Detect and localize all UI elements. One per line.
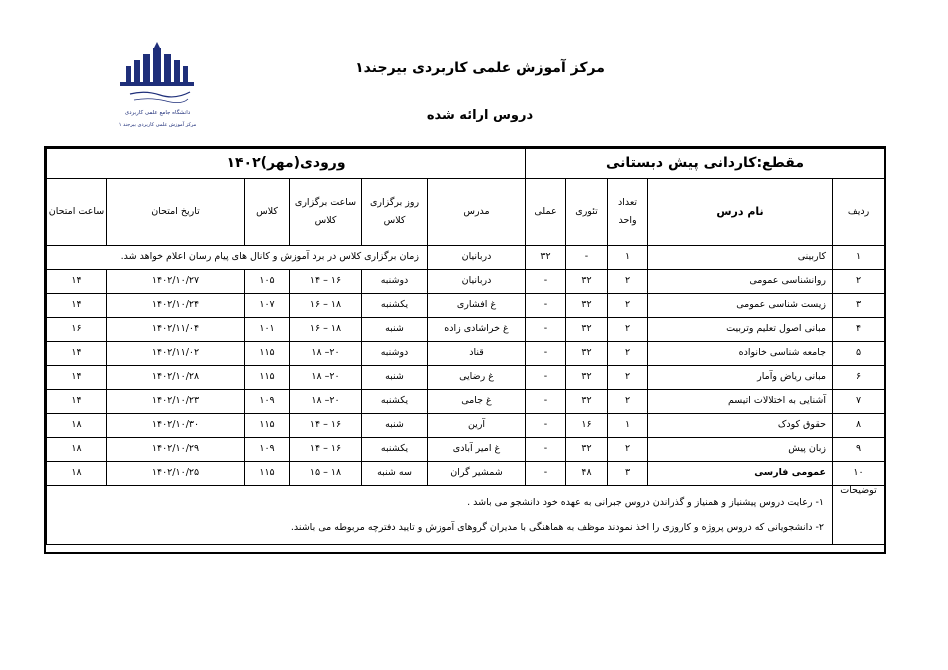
cell-units: ۲ (608, 390, 648, 414)
cell-time: ۱۶ – ۱۴ (290, 438, 362, 462)
cell-row: ۲ (833, 270, 885, 294)
table-row (47, 294, 885, 318)
cell-instructor: دربانیان (428, 270, 526, 294)
cell-instructor: شمشیر گران (428, 462, 526, 486)
note-line-2: ۲- دانشجویانی که دروس پروژه و کاروزی را اخذ نمودند موظف به هماهنگی با مدیران گروهای آموزش و تایید دفترچه مربوطه می باشند. (290, 521, 825, 533)
cell-exam-date: ۱۴۰۲/۱۰/۲۵ (107, 462, 245, 486)
cell-units: ۱ (608, 414, 648, 438)
cell-row: ۶ (833, 366, 885, 390)
cell-instructor: آرین (428, 414, 526, 438)
program-intake: ورودی(مهر)۱۴۰۲ (47, 149, 526, 179)
cell-units: ۲ (608, 342, 648, 366)
institution-logo (110, 40, 205, 140)
program-header-row (47, 149, 885, 179)
cell-exam-date: ۱۴۰۲/۱۰/۲۷ (107, 270, 245, 294)
logo-caption-line-1: دانشگاه جامع علمی کاربردی (124, 110, 191, 116)
cell-practical: - (526, 390, 566, 414)
cell-instructor: غ افشاری (428, 294, 526, 318)
cell-class: ۱۰۷ (245, 294, 290, 318)
cell-instructor: غ امیر آبادی (428, 438, 526, 462)
course-rows (47, 270, 885, 486)
table-row (47, 438, 885, 462)
cell-exam-date: ۱۴۰۲/۱۰/۲۹ (107, 438, 245, 462)
cell-units: ۲ (608, 366, 648, 390)
cell-course-name: مبانی ریاض وآمار (648, 366, 833, 390)
cell-practical: - (526, 318, 566, 342)
col-row: ردیف (833, 179, 885, 246)
col-instructor: مدرس (428, 179, 526, 246)
notes-label: توضیحات (833, 486, 885, 545)
cell-time: ۲۰– ۱۸ (290, 366, 362, 390)
cell-time: ۱۶ – ۱۴ (290, 414, 362, 438)
cell-exam-date: ۱۴۰۲/۱۱/۰۴ (107, 318, 245, 342)
cell-exam-time: ۱۸ (47, 462, 107, 486)
cell-day: یکشنبه (362, 390, 428, 414)
cell-exam-time: ۱۸ (47, 414, 107, 438)
notes-content (47, 486, 833, 545)
institution-title: مرکز آموزش علمی کاربردی بیرجند۱ (355, 60, 605, 76)
table-row (47, 390, 885, 414)
cell-class: ۱۰۱ (245, 318, 290, 342)
cell-course-name: جامعه شناسی خانواده (648, 342, 833, 366)
cell-practical: - (526, 294, 566, 318)
cell-theory: ۳۲ (566, 390, 608, 414)
cell-practical: ۳۲ (526, 246, 566, 270)
cell-instructor: قناد (428, 342, 526, 366)
cell-day: یکشنبه (362, 294, 428, 318)
cell-course-name: حقوق کودک (648, 414, 833, 438)
cell-practical: - (526, 414, 566, 438)
course-schedule-table (46, 148, 885, 545)
cell-instructor: دربانیان (428, 246, 526, 270)
cell-class: ۱۱۵ (245, 366, 290, 390)
table-row (47, 462, 885, 486)
cell-course-name: آشنایی به اختلالات اتیسم (648, 390, 833, 414)
cell-units: ۲ (608, 318, 648, 342)
cell-day: شنبه (362, 414, 428, 438)
cell-practical: - (526, 342, 566, 366)
col-time: ساعت برگزاری کلاس (290, 179, 362, 246)
cell-course-name: روانشناسی عمومی (648, 270, 833, 294)
cell-instructor: غ خراشادی زاده (428, 318, 526, 342)
cell-day: سه شنبه (362, 462, 428, 486)
cell-exam-date: ۱۴۰۲/۱۰/۲۳ (107, 390, 245, 414)
cell-units: ۱ (608, 246, 648, 270)
cell-class: ۱۰۹ (245, 390, 290, 414)
notes-row (47, 486, 885, 545)
table-row (47, 318, 885, 342)
cell-instructor: غ رضایی (428, 366, 526, 390)
col-units: تعداد واحد (608, 179, 648, 246)
cell-course-name: زیست شناسی عمومی (648, 294, 833, 318)
cell-exam-time: ۱۶ (47, 318, 107, 342)
cell-exam-time: ۱۴ (47, 366, 107, 390)
cell-units: ۲ (608, 270, 648, 294)
cell-exam-time: ۱۴ (47, 390, 107, 414)
table-row (47, 342, 885, 366)
program-level: مقطع:کاردانی پیش دبستانی (526, 149, 885, 179)
cell-exam-date: ۱۴۰۲/۱۰/۳۰ (107, 414, 245, 438)
cell-time: ۲۰– ۱۸ (290, 390, 362, 414)
cell-time: ۱۶ – ۱۴ (290, 270, 362, 294)
cell-exam-date: ۱۴۰۲/۱۱/۰۲ (107, 342, 245, 366)
col-practical: عملی (526, 179, 566, 246)
cell-course-name: کاربینی (648, 246, 833, 270)
cell-exam-date: ۱۴۰۲/۱۰/۲۸ (107, 366, 245, 390)
cell-theory: ۳۲ (566, 318, 608, 342)
cell-theory: ۳۲ (566, 366, 608, 390)
col-exam-time: ساعت امتحان (47, 179, 107, 246)
cell-theory: - (566, 246, 608, 270)
cell-units: ۲ (608, 438, 648, 462)
col-course-name: نام درس (648, 179, 833, 246)
cell-day: یکشنبه (362, 438, 428, 462)
cell-day: شنبه (362, 318, 428, 342)
cell-exam-time: ۱۸ (47, 438, 107, 462)
cell-class: ۱۱۵ (245, 462, 290, 486)
cell-course-name: عمومی فارسی (648, 462, 833, 486)
note-line-1: ۱- رعایت دروس پیشنیاز و همنیاز و گذراندن دروس جبرانی به عهده خود دانشجو می باشد . (467, 497, 825, 508)
cell-practical: - (526, 438, 566, 462)
cell-day: شنبه (362, 366, 428, 390)
cell-exam-date: ۱۴۰۲/۱۰/۲۴ (107, 294, 245, 318)
cell-row: ۳ (833, 294, 885, 318)
cell-class: ۱۰۵ (245, 270, 290, 294)
table-row (47, 414, 885, 438)
cell-units: ۳ (608, 462, 648, 486)
cell-theory: ۳۲ (566, 342, 608, 366)
cell-course-name: زبان پیش (648, 438, 833, 462)
cell-row: ۷ (833, 390, 885, 414)
cell-row: ۱ (833, 246, 885, 270)
logo-caption-line-2: مرکز آموزش علمی کاربردی بیرجند ۱ (118, 122, 197, 128)
col-class: کلاس (245, 179, 290, 246)
cell-schedule-note: زمان برگزاری کلاس در برد آموزش و کانال های پیام رسان اعلام خواهد شد. (47, 246, 428, 270)
column-header-row (47, 179, 885, 246)
cell-practical: - (526, 270, 566, 294)
col-day: روز برگزاری کلاس (362, 179, 428, 246)
cell-theory: ۴۸ (566, 462, 608, 486)
cell-theory: ۱۶ (566, 414, 608, 438)
cell-class: ۱۱۵ (245, 342, 290, 366)
cell-practical: - (526, 366, 566, 390)
cell-course-name: مبانی اصول تعلیم وتربیت (648, 318, 833, 342)
cell-theory: ۳۲ (566, 438, 608, 462)
cell-exam-time: ۱۴ (47, 294, 107, 318)
col-theory: تئوری (566, 179, 608, 246)
col-exam-date: تاریخ امتحان (107, 179, 245, 246)
cell-time: ۲۰– ۱۸ (290, 342, 362, 366)
cell-class: ۱۰۹ (245, 438, 290, 462)
cell-day: دوشنبه (362, 342, 428, 366)
table-row (47, 270, 885, 294)
cell-class: ۱۱۵ (245, 414, 290, 438)
cell-units: ۲ (608, 294, 648, 318)
cell-row: ۵ (833, 342, 885, 366)
cell-row: ۸ (833, 414, 885, 438)
cell-row: ۴ (833, 318, 885, 342)
cell-row: ۱۰ (833, 462, 885, 486)
cell-instructor: غ جامی (428, 390, 526, 414)
cell-exam-time: ۱۴ (47, 342, 107, 366)
table-row (47, 366, 885, 390)
cell-theory: ۳۲ (566, 294, 608, 318)
cell-day: دوشنبه (362, 270, 428, 294)
table-row (47, 246, 885, 270)
cell-time: ۱۸ – ۱۶ (290, 318, 362, 342)
page-subtitle: دروس ارائه شده (426, 108, 534, 123)
cell-practical: - (526, 462, 566, 486)
cell-theory: ۳۲ (566, 270, 608, 294)
cell-time: ۱۸ – ۱۵ (290, 462, 362, 486)
cell-time: ۱۸ – ۱۶ (290, 294, 362, 318)
cell-row: ۹ (833, 438, 885, 462)
cell-exam-time: ۱۴ (47, 270, 107, 294)
